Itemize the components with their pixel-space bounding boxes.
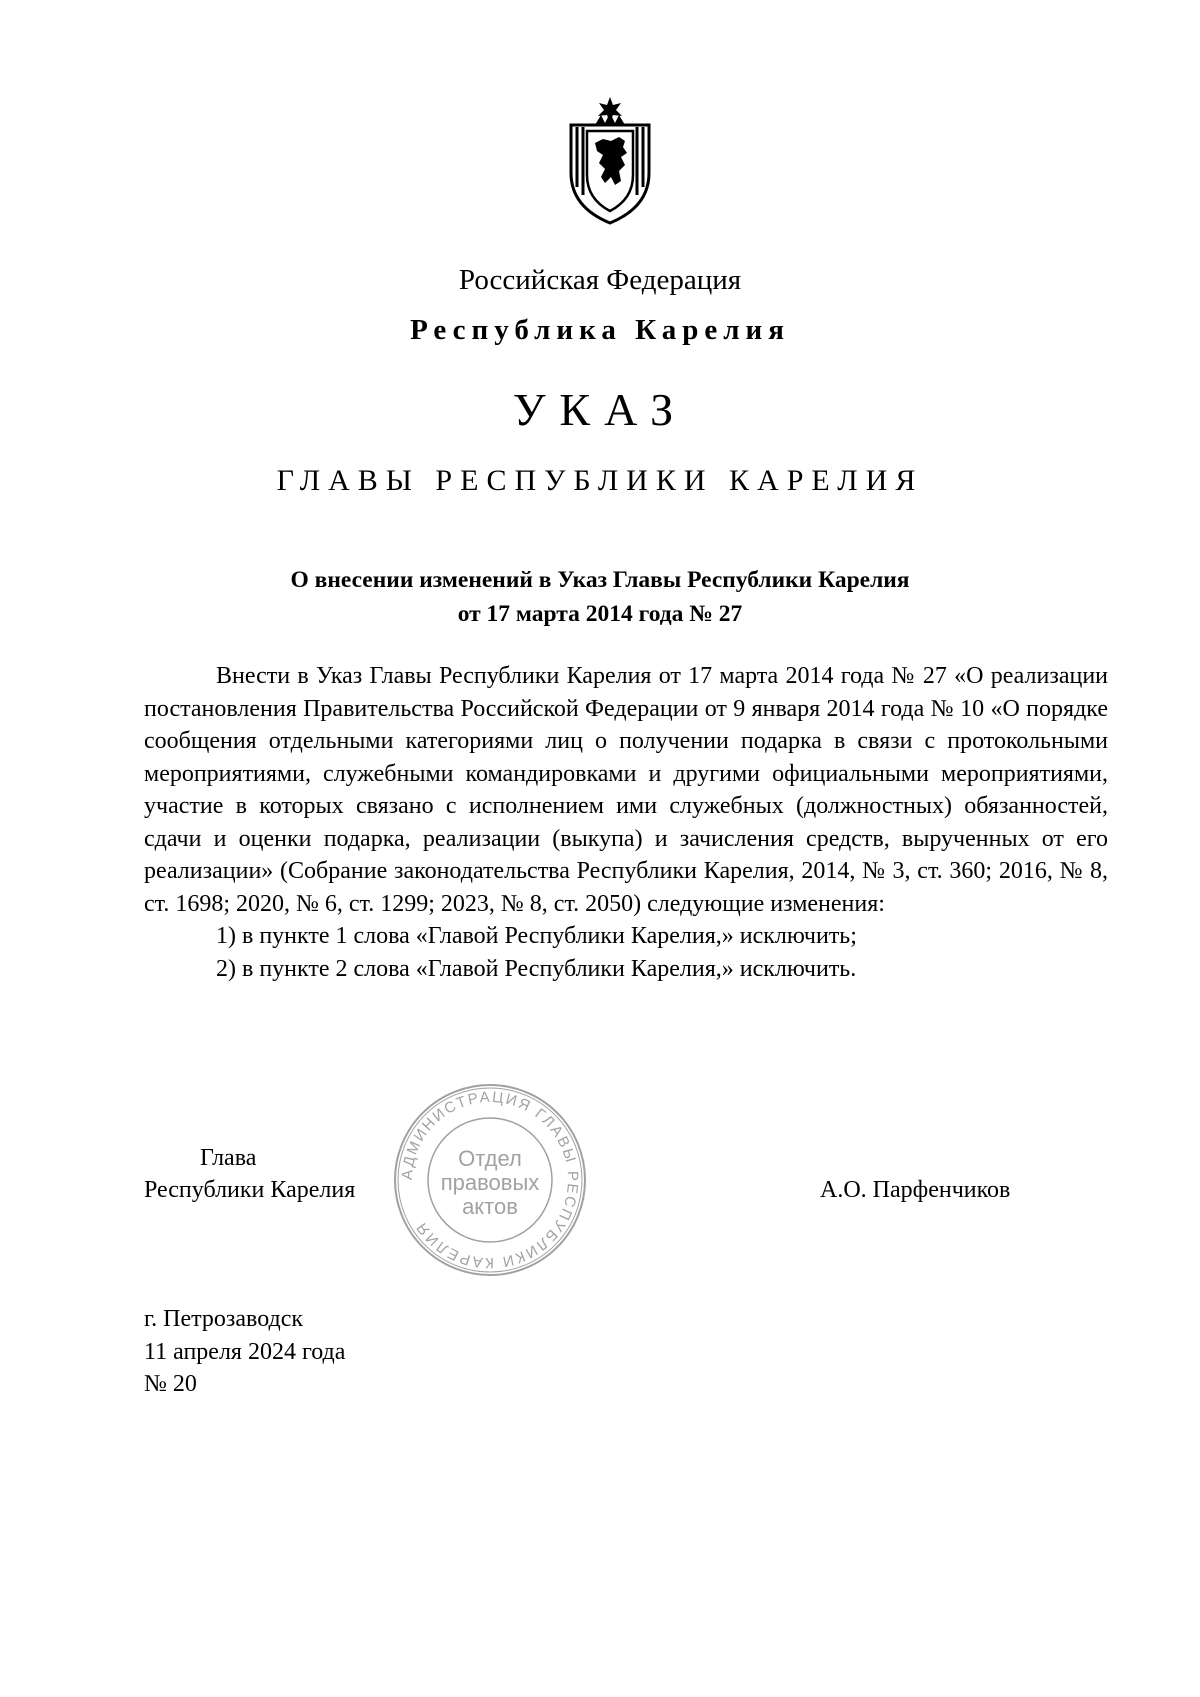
svg-text:АДМИНИСТРАЦИЯ ГЛАВЫ РЕСПУБЛИКИ: АДМИНИСТРАЦИЯ ГЛАВЫ РЕСПУБЛИКИ КАРЕЛИЯ bbox=[398, 1088, 582, 1272]
federation-heading: Российская Федерация bbox=[458, 264, 742, 296]
decree-title-line: от 17 марта 2014 года № 27 bbox=[457, 601, 743, 627]
legal-department-stamp bbox=[390, 1080, 590, 1280]
svg-text:Отдел: Отдел bbox=[458, 1146, 522, 1171]
decree-title bbox=[0, 563, 1200, 631]
signatory-title-line: Глава bbox=[200, 1145, 257, 1171]
svg-text:актов: актов bbox=[462, 1194, 518, 1219]
issuer-heading: ГЛАВЫ РЕСПУБЛИКИ КАРЕЛИЯ bbox=[276, 464, 924, 497]
date-line: 11 апреля 2024 года bbox=[144, 1338, 346, 1365]
svg-text:правовых: правовых bbox=[440, 1170, 540, 1195]
decree-item: 1) в пункте 1 слова «Главой Республики Карелия,» исключить; bbox=[216, 923, 857, 949]
city-line: г. Петрозаводск bbox=[144, 1306, 304, 1332]
number-line: № 20 bbox=[144, 1371, 197, 1397]
decree-paragraph: Внести в Указ Главы Республики Карелия от 17 марта 2014 года № 27 «О реализации постановления Правительства Российской Федерации от 9 января 2014 года № 10 «О порядке сообщения отдельными категориями лиц о получении подарка в связи с протокольными мероприятиями, служебными командировками и другими официальными мероприятиями, участие в которых связано с исполнением ими служебных (должностных) обязанностей, сдачи и оценки подарка, реализации (выкупа) и зачисления средств, вырученных от его реализации» (Собрание законодательства Республики Карелия, 2014, № 3, ст. 360; 2016, № 8, ст. 1698; 2020, № 6, ст. 1299; 2023, № 8, ст. 2050) следующие изменения: bbox=[144, 663, 1108, 917]
signatory-name: А.О. Парфенчиков bbox=[820, 1177, 1011, 1203]
signatory-title bbox=[144, 1142, 355, 1206]
republic-heading: Республика Карелия bbox=[410, 314, 790, 346]
decree-item: 2) в пункте 2 слова «Главой Республики Карелия,» исключить. bbox=[216, 955, 857, 982]
decree-title-line: О внесении изменений в Указ Главы Республики Карелия bbox=[290, 567, 910, 593]
place-date-number bbox=[144, 1303, 345, 1401]
karelia-coat-of-arms-icon bbox=[565, 95, 655, 227]
signatory-title-line: Республики Карелия bbox=[144, 1177, 356, 1203]
decree-type-heading: УКАЗ bbox=[512, 384, 688, 435]
decree-body bbox=[144, 660, 1108, 985]
